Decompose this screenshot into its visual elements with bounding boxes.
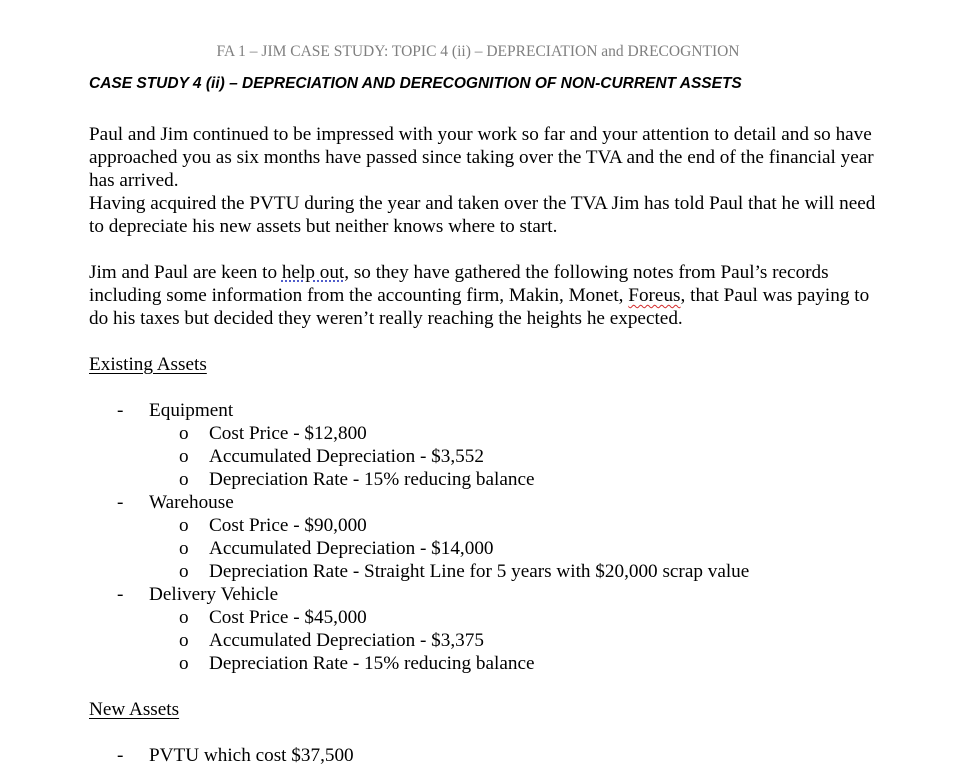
- notes-paragraph: [89, 261, 879, 330]
- dash-bullet: -: [117, 400, 124, 421]
- circle-bullet: o: [179, 630, 189, 651]
- notes-paragraph-part1: Jim and Paul are keen to: [89, 262, 282, 283]
- dash-bullet: -: [117, 492, 124, 513]
- asset-detail: Cost Price - $45,000: [209, 607, 367, 628]
- circle-bullet: o: [179, 607, 189, 628]
- notes-paragraph-part3: , that Paul was paying to do his taxes but decided they weren’t really reaching the heights he expected.: [89, 285, 870, 329]
- asset-name: PVTU which cost $37,500: [149, 745, 354, 766]
- circle-bullet: o: [179, 653, 189, 674]
- circle-bullet: o: [179, 446, 189, 467]
- intro-paragraph: [89, 123, 879, 238]
- case-study-title: CASE STUDY 4 (ii) – DEPRECIATION AND DERECOGNITION OF NON-CURRENT ASSETS: [89, 75, 742, 92]
- existing-assets-heading: Existing Assets: [89, 354, 207, 375]
- asset-detail: Cost Price - $12,800: [209, 423, 367, 444]
- spelling-flag-foreus: Foreus: [628, 285, 681, 306]
- notes-paragraph-part2: , so they have gathered the following notes from Paul’s records including some information from the accounting firm, Makin, Monet,: [89, 262, 829, 306]
- asset-name: Warehouse: [149, 492, 234, 513]
- asset-detail: Accumulated Depreciation - $14,000: [209, 538, 494, 559]
- dash-bullet: -: [117, 745, 124, 766]
- asset-name: Delivery Vehicle: [149, 584, 279, 605]
- circle-bullet: o: [179, 538, 189, 559]
- new-assets-heading: New Assets: [89, 699, 180, 720]
- page-header: FA 1 – JIM CASE STUDY: TOPIC 4 (ii) – DEPRECIATION and DRECOGNTION: [216, 43, 740, 60]
- intro-paragraph-line-b: Having acquired the PVTU during the year and taken over the TVA Jim has told Paul that he will need to depreciate his new assets but neither knows where to start.: [89, 193, 876, 237]
- asset-detail: Cost Price - $90,000: [209, 515, 367, 536]
- grammar-flag-help-out: help out: [281, 262, 345, 283]
- intro-paragraph-line-a: Paul and Jim continued to be impressed with your work so far and your attention to detail and so have approached you as six months have passed since taking over the TVA and the end of the financial year has arrived.: [89, 124, 874, 191]
- circle-bullet: o: [179, 423, 189, 444]
- asset-detail: Depreciation Rate - Straight Line for 5 years with $20,000 scrap value: [209, 561, 750, 582]
- asset-detail: Accumulated Depreciation - $3,375: [209, 630, 484, 651]
- asset-detail: Depreciation Rate - 15% reducing balance: [209, 469, 535, 490]
- asset-detail: Depreciation Rate - 15% reducing balance: [209, 653, 535, 674]
- circle-bullet: o: [179, 469, 189, 490]
- circle-bullet: o: [179, 561, 189, 582]
- circle-bullet: o: [179, 515, 189, 536]
- dash-bullet: -: [117, 584, 124, 605]
- asset-detail: Accumulated Depreciation - $3,552: [209, 446, 484, 467]
- asset-name: Equipment: [149, 400, 234, 421]
